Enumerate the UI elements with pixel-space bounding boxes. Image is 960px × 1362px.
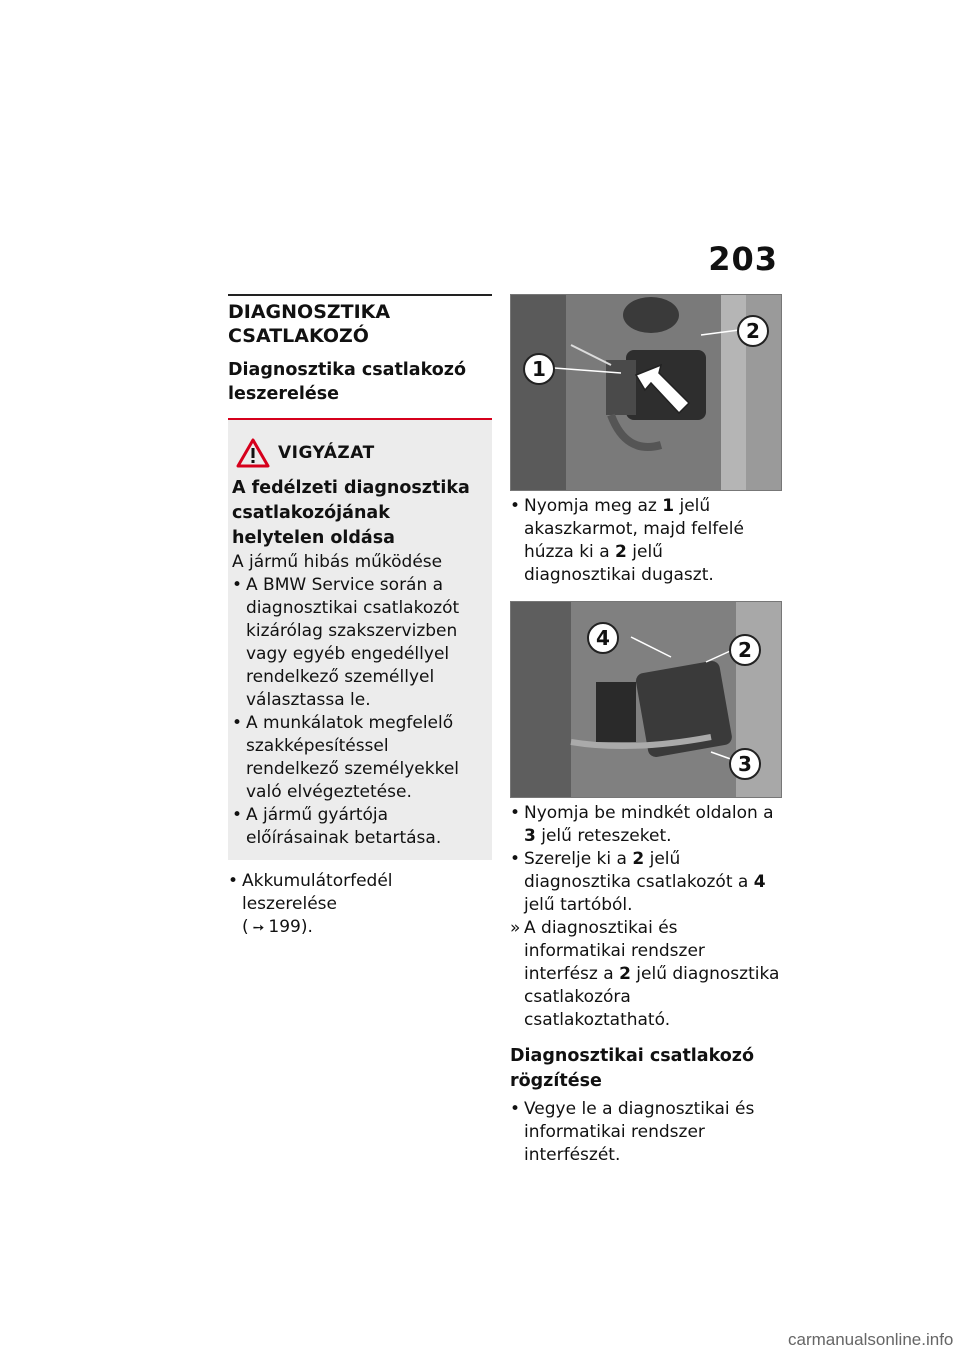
steps-b <box>510 802 780 1032</box>
warning-item: • A jármű gyártója előírásainak betartása. <box>232 804 486 850</box>
section-title: DIAGNOSZTIKA CSATLAKOZÓ <box>228 301 391 347</box>
page-number: 203 <box>708 240 778 278</box>
section-rule <box>228 294 492 296</box>
step-text: Szerelje ki a <box>524 849 633 869</box>
ref-page-link[interactable]: 199). <box>268 917 313 937</box>
step-text: jelű diagnosztikai dugaszt. <box>524 542 714 585</box>
warning-triangle-icon <box>236 438 270 468</box>
step-text: jelű akaszkarmot, majd felfelé húzza ki a <box>524 496 744 562</box>
warning-header <box>236 438 486 468</box>
photo-connector-removal <box>510 294 782 491</box>
page-reference-arrow-icon[interactable]: ➙ <box>252 920 265 936</box>
warning-list <box>232 574 486 850</box>
step-text: jelű tartóból. <box>524 895 633 915</box>
photo-connector-latches <box>510 601 782 798</box>
step-item <box>510 495 780 587</box>
photo-label-2: 2 <box>729 634 761 666</box>
step-item: • Vegye le a diagnosztikai és informatikai rendszer interfészét. <box>510 1098 780 1167</box>
step-item <box>510 802 780 848</box>
warning-box <box>228 418 492 860</box>
result-text: jelű diagnosztika csatlakozóra csatlakoztatható. <box>524 964 780 1030</box>
result-text: A diagnosztikai és informatikai rendszer interfész a <box>524 918 705 984</box>
photo-label-2: 2 <box>737 315 769 347</box>
footer-watermark: carmanualsonline.info <box>788 1330 954 1349</box>
photo-label-1: 1 <box>523 353 555 385</box>
left-steps <box>228 870 492 940</box>
ref-number: 2 <box>615 542 627 562</box>
photo-label-3: 3 <box>729 748 761 780</box>
warning-item: • A BMW Service során a diagnosztikai csatlakozót kizárólag szakszervizben vagy egyéb engedéllyel rendelkező személlyel választassa le. <box>232 574 486 712</box>
ref-number: 4 <box>753 872 766 892</box>
ref-number: 2 <box>632 849 645 869</box>
section2-title: Diagnosztikai csatlakozó rögzítése <box>510 1046 755 1091</box>
step-item <box>510 848 780 917</box>
ref-number: 3 <box>524 826 536 846</box>
step-text: jelű reteszeket. <box>535 826 672 846</box>
left-column <box>228 294 492 940</box>
warning-consequence: A jármű hibás működése <box>232 552 443 572</box>
subsection-title-line1: Diagnosztika csatlakozó <box>228 360 467 380</box>
right-column <box>510 294 780 1167</box>
step-text: Nyomja be mindkét oldalon a <box>524 803 774 823</box>
step-item <box>228 870 492 940</box>
warning-title: A fedélzeti diagnosztika csatlakozójának helytelen oldása <box>232 478 470 548</box>
result-item <box>510 917 780 1032</box>
ref-number: 2 <box>619 964 631 984</box>
warning-label: VIGYÁZAT <box>278 443 375 463</box>
step-text: Nyomja meg az <box>524 496 663 516</box>
steps-a <box>510 495 780 587</box>
step-text: Akkumulátorfedél leszerelése <box>242 871 393 914</box>
step-text: jelű diagnosztika csatlakozót a <box>524 849 754 892</box>
subsection-title-line2: leszerelése <box>228 384 339 404</box>
steps-section2 <box>510 1098 780 1167</box>
ref-number: 1 <box>662 496 675 516</box>
ref-open: ( <box>242 917 249 937</box>
photo-label-4: 4 <box>587 622 619 654</box>
subsection-title <box>228 358 492 406</box>
warning-item: • A munkálatok megfelelő szakképesítéssel rendelkező személyekkel való elvégeztetése. <box>232 712 486 804</box>
